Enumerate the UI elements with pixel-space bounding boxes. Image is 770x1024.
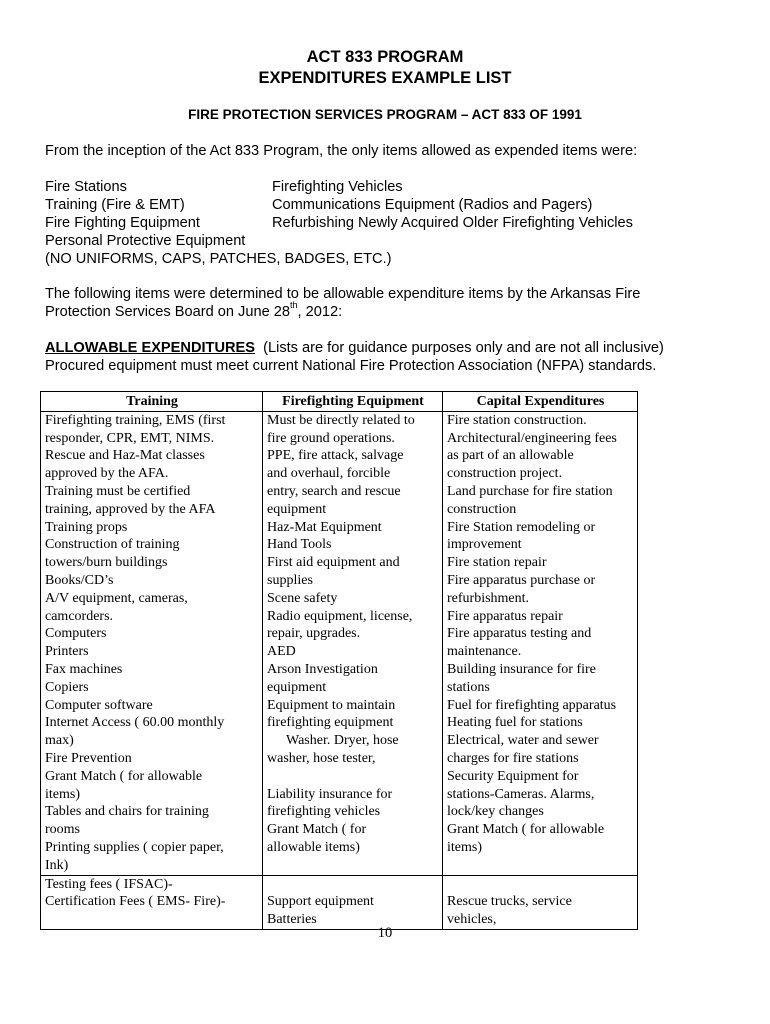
cell-line: Fax machines — [45, 661, 123, 677]
firefighting-equipment-cell — [263, 875, 443, 929]
cell-line: camcorders. — [45, 608, 114, 624]
cell-line: Construction of training — [45, 537, 180, 553]
cell-line: allowable items) — [267, 839, 360, 855]
cell-line: Ink) — [45, 857, 69, 873]
cell-line: charges for fire stations — [447, 750, 579, 766]
cell-line: fire ground operations. — [267, 430, 395, 446]
training-cell — [41, 875, 263, 929]
allowable-heading: ALLOWABLE EXPENDITURES — [45, 340, 255, 356]
cell-line: repair, upgrades. — [267, 626, 361, 642]
capital-expenditures-cell — [443, 875, 638, 929]
cell-line: washer, hose tester, — [267, 750, 376, 766]
cell-line: Computers — [45, 626, 107, 642]
table-header-row — [41, 392, 638, 412]
cell-line: Tables and chairs for training — [45, 804, 209, 820]
allowed-item: Personal Protective Equipment — [45, 233, 246, 249]
cell-line: items) — [447, 839, 482, 855]
cell-line: Copiers — [45, 679, 89, 695]
cell-line: Internet Access ( 60.00 monthly — [45, 715, 225, 731]
cell-line: Rescue trucks, service — [447, 894, 572, 910]
cell-line: Fuel for firefighting apparatus — [447, 697, 617, 713]
cell-line: Grant Match ( for allowable — [45, 768, 203, 784]
cell-line: Training props — [45, 519, 128, 535]
cell-line: equipment — [267, 501, 327, 517]
board-paragraph — [45, 285, 640, 321]
cell-line: towers/burn buildings — [45, 555, 168, 571]
cell-line — [267, 876, 439, 894]
allowed-item: Training (Fire & EMT) — [45, 197, 185, 213]
cell-line: Scene safety — [267, 590, 338, 606]
cell-line: lock/key changes — [447, 804, 544, 820]
cell-line: responder, CPR, EMT, NIMS. — [45, 430, 215, 446]
cell-line: Radio equipment, license, — [267, 608, 413, 624]
cell-line: Liability insurance for — [267, 786, 393, 802]
cell-line: Computer software — [45, 697, 153, 713]
table-row — [41, 411, 638, 875]
cell-line: firefighting equipment — [267, 715, 394, 731]
board-line2-end: , 2012: — [297, 304, 343, 320]
cell-line: A/V equipment, cameras, — [45, 590, 188, 606]
cell-line: vehicles, — [447, 912, 497, 928]
cell-line: Equipment to maintain — [267, 697, 396, 713]
cell-line: Land purchase for fire station — [447, 483, 613, 499]
allowed-item: Fire Fighting Equipment — [45, 215, 200, 231]
cell-line: Grant Match ( for — [267, 822, 367, 838]
cell-line: as part of an allowable — [447, 448, 574, 464]
cell-line: Printing supplies ( copier paper, — [45, 839, 224, 855]
cell-line: Certification Fees ( EMS- Fire)- — [45, 894, 226, 910]
header-firefighting-equipment: Firefighting Equipment — [263, 392, 443, 412]
allowed-item: (NO UNIFORMS, CAPS, PATCHES, BADGES, ETC.) — [45, 251, 392, 267]
cell-line: improvement — [447, 537, 522, 553]
cell-line: AED — [267, 644, 296, 660]
cell-line: refurbishment. — [447, 590, 530, 606]
cell-line: Washer. Dryer, hose — [286, 733, 399, 749]
cell-line: equipment — [267, 679, 327, 695]
allowable-line2: Procured equipment must meet current National Fire Protection Association (NFPA) standards. — [45, 358, 657, 374]
cell-line: stations-Cameras. Alarms, — [447, 786, 595, 802]
cell-line: maintenance. — [447, 644, 522, 660]
cell-line: Support equipment — [267, 894, 374, 910]
allowable-note: (Lists are for guidance purposes only and are not all inclusive) — [263, 340, 664, 356]
cell-line: entry, search and rescue — [267, 483, 401, 499]
page-title: ACT 833 PROGRAM — [306, 48, 464, 66]
cell-line: stations — [447, 679, 490, 695]
cell-line: Must be directly related to — [267, 412, 415, 428]
header-training: Training — [41, 392, 263, 412]
cell-line: items) — [45, 786, 80, 802]
cell-line: Printers — [45, 644, 89, 660]
allowed-items-right — [272, 178, 633, 232]
cell-line: Rescue and Haz-Mat classes — [45, 448, 205, 464]
cell-line: Hand Tools — [267, 537, 332, 553]
cell-line: Fire Prevention — [45, 750, 132, 766]
cell-line: Fire apparatus repair — [447, 608, 563, 624]
intro-text: From the inception of the Act 833 Program, the only items allowed as expended items were: — [45, 143, 638, 159]
allowed-item: Fire Stations — [45, 179, 127, 195]
cell-line: firefighting vehicles — [267, 804, 381, 820]
cell-line: Grant Match ( for allowable — [447, 822, 605, 838]
cell-line: Heating fuel for stations — [447, 715, 583, 731]
cell-line: supplies — [267, 572, 313, 588]
header-capital-expenditures: Capital Expenditures — [443, 392, 638, 412]
allowable-paragraph — [45, 339, 664, 375]
cell-line: rooms — [45, 822, 80, 838]
cell-line: First aid equipment and — [267, 555, 400, 571]
cell-line: approved by the AFA. — [45, 466, 169, 482]
cell-line — [267, 768, 439, 786]
board-line1: The following items were determined to be allowable expenditure items by the Arkansas Fire — [45, 286, 641, 302]
expenditures-table — [40, 391, 638, 930]
cell-line: Security Equipment for — [447, 768, 579, 784]
cell-line: Fire station repair — [447, 555, 547, 571]
cell-line: Batteries — [267, 912, 317, 928]
allowed-item: Firefighting Vehicles — [272, 179, 403, 195]
allowed-item: Communications Equipment (Radios and Pagers) — [272, 197, 593, 213]
table-row — [41, 875, 638, 929]
cell-line: Fire station construction. — [447, 412, 587, 428]
page-number: 10 — [377, 925, 393, 941]
board-line2 — [45, 300, 640, 321]
ordinal-suffix: th — [290, 300, 298, 311]
cell-line: Building insurance for fire — [447, 661, 596, 677]
cell-line: max) — [45, 733, 74, 749]
cell-line: Architectural/engineering fees — [447, 430, 617, 446]
training-cell — [41, 411, 263, 875]
cell-line: PPE, fire attack, salvage — [267, 448, 404, 464]
cell-line: and overhaul, forcible — [267, 466, 391, 482]
cell-line: Fire Station remodeling or — [447, 519, 596, 535]
cell-line — [447, 876, 634, 894]
allowable-line1 — [45, 339, 664, 357]
cell-line: construction project. — [447, 466, 563, 482]
cell-line: Training must be certified — [45, 483, 191, 499]
cell-line: Firefighting training, EMS (first — [45, 412, 226, 428]
page-subtitle: FIRE PROTECTION SERVICES PROGRAM – ACT 833 OF 1991 — [188, 107, 582, 122]
cell-line: training, approved by the AFA — [45, 501, 216, 517]
allowed-item: Refurbishing Newly Acquired Older Firefighting Vehicles — [272, 215, 633, 231]
cell-line: Electrical, water and sewer — [447, 733, 599, 749]
firefighting-equipment-cell — [263, 411, 443, 875]
page-title-line2: EXPENDITURES EXAMPLE LIST — [258, 69, 512, 87]
cell-line: construction — [447, 501, 517, 517]
board-line2-text: Protection Services Board on June 28 — [45, 304, 290, 320]
capital-expenditures-cell — [443, 411, 638, 875]
cell-line: Fire apparatus testing and — [447, 626, 592, 642]
cell-line: Haz-Mat Equipment — [267, 519, 382, 535]
cell-line: Arson Investigation — [267, 661, 378, 677]
cell-line: Testing fees ( IFSAC)- — [45, 876, 173, 892]
cell-line: Fire apparatus purchase or — [447, 572, 596, 588]
cell-line: Books/CD’s — [45, 572, 114, 588]
